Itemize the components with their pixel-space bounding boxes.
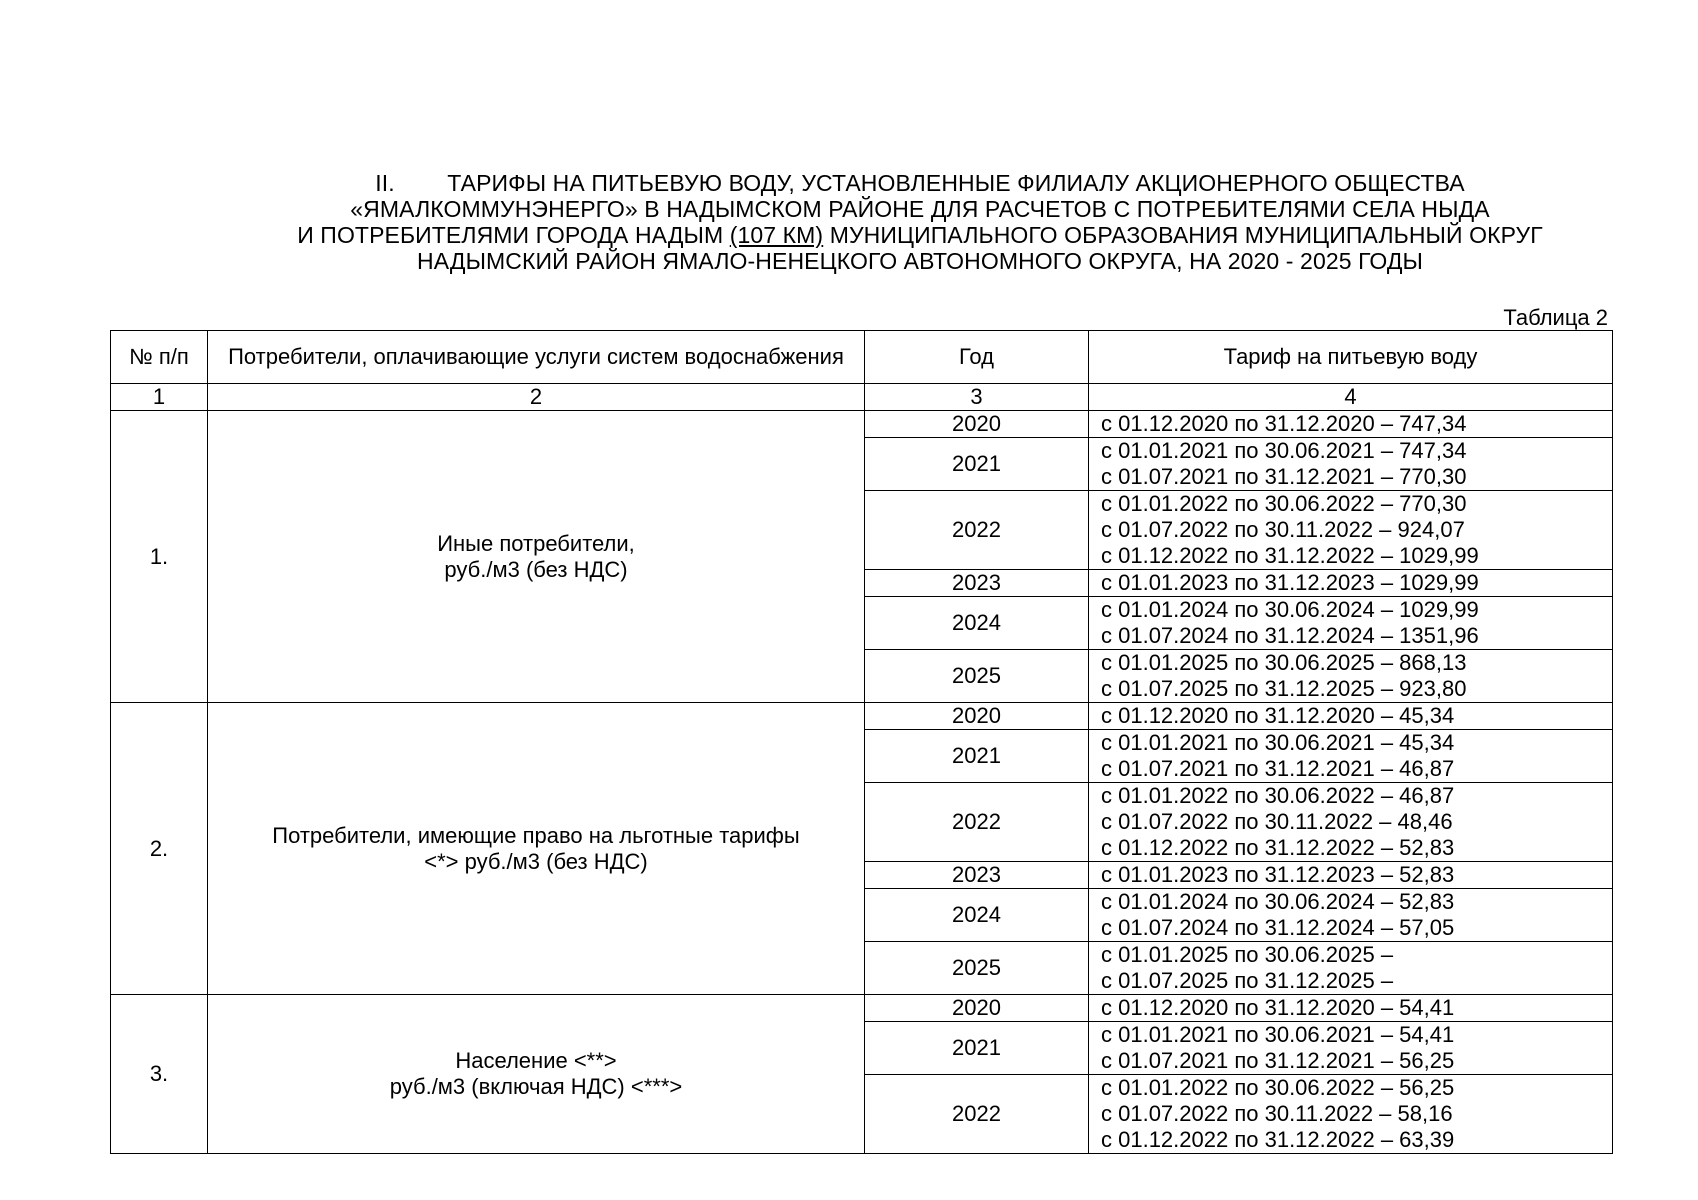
tariff-period: с 01.07.2025 по 31.12.2025 – [1101,968,1394,993]
column-number: 4 [1089,384,1613,411]
table-row [111,995,1613,1022]
tariff-cell [1089,995,1613,1022]
header-number: № п/п [111,331,208,384]
section-number: II. [375,170,395,196]
tariff-cell [1089,730,1613,783]
tariff-period: с 01.01.2022 по 30.06.2022 – 770,30 [1101,491,1467,516]
tariff-period: с 01.01.2021 по 30.06.2021 – 54,41 [1101,1022,1455,1047]
tariff-period: с 01.12.2020 по 31.12.2020 – 747,34 [1101,411,1467,436]
column-number: 1 [111,384,208,411]
header-tariff: Тариф на питьевую воду [1089,331,1613,384]
tariff-cell [1089,650,1613,703]
tariff-cell [1089,438,1613,491]
tariff-period: с 01.01.2023 по 31.12.2023 – 52,83 [1101,862,1455,887]
table-header-row [111,331,1613,384]
document-title [200,170,1640,274]
tariff-period: с 01.01.2024 по 30.06.2024 – 1029,99 [1101,597,1479,622]
tariff-period: с 01.07.2024 по 31.12.2024 – 57,05 [1101,915,1455,940]
tariff-cell [1089,491,1613,570]
year-cell: 2020 [865,995,1089,1022]
tariff-cell [1089,783,1613,862]
tariff-period: с 01.01.2021 по 30.06.2021 – 45,34 [1101,730,1455,755]
column-numbers-row [111,384,1613,411]
table-body [111,411,1613,1154]
title-line-3: И ПОТРЕБИТЕЛЯМИ ГОРОДА НАДЫМ (107 КМ) МУНИЦИПАЛЬНОГО ОБРАЗОВАНИЯ МУНИЦИПАЛЬНЫЙ ОКРУГ [297,222,1543,248]
tariff-period: с 01.01.2025 по 30.06.2025 – [1101,942,1394,967]
title-underlined-fragment: (107 КМ) [729,222,824,248]
consumer-unit: руб./м3 (включая НДС) <***> [389,1074,683,1099]
table-row [111,411,1613,438]
tariff-period: с 01.01.2022 по 30.06.2022 – 56,25 [1101,1075,1455,1100]
tariff-cell [1089,597,1613,650]
column-number: 2 [208,384,865,411]
year-cell: 2020 [865,411,1089,438]
tariff-period: с 01.01.2024 по 30.06.2024 – 52,83 [1101,889,1455,914]
year-cell: 2025 [865,942,1089,995]
year-cell: 2020 [865,703,1089,730]
tariff-period: с 01.12.2020 по 31.12.2020 – 45,34 [1101,703,1455,728]
year-cell: 2022 [865,491,1089,570]
tariff-period: с 01.12.2022 по 31.12.2022 – 63,39 [1101,1127,1455,1152]
tariff-period: с 01.12.2020 по 31.12.2020 – 54,41 [1101,995,1455,1020]
year-cell: 2022 [865,783,1089,862]
year-cell: 2023 [865,862,1089,889]
consumer-unit: <*> руб./м3 (без НДС) [424,848,648,874]
tariff-period: с 01.07.2022 по 30.11.2022 – 58,16 [1101,1101,1453,1126]
row-number: 2. [111,703,208,995]
tariff-period: с 01.07.2024 по 31.12.2024 – 1351,96 [1101,623,1479,648]
tariff-cell [1089,1022,1613,1075]
year-cell: 2021 [865,1022,1089,1075]
year-cell: 2025 [865,650,1089,703]
year-cell: 2024 [865,889,1089,942]
tariff-cell [1089,889,1613,942]
table-caption: Таблица 2 [1503,305,1608,330]
table-row [111,703,1613,730]
year-cell: 2024 [865,597,1089,650]
tariff-cell [1089,942,1613,995]
title-line-4: НАДЫМСКИЙ РАЙОН ЯМАЛО-НЕНЕЦКОГО АВТОНОМНОГО ОКРУГА, НА 2020 - 2025 ГОДЫ [417,248,1423,274]
tariff-period: с 01.07.2021 по 31.12.2021 – 46,87 [1101,756,1455,781]
tariff-period: с 01.01.2022 по 30.06.2022 – 46,87 [1101,783,1455,808]
row-number: 3. [111,995,208,1154]
year-cell: 2022 [865,1075,1089,1154]
tariff-period: с 01.07.2022 по 30.11.2022 – 924,07 [1101,517,1465,542]
tariff-cell [1089,862,1613,889]
consumer-unit: руб./м3 (без НДС) [444,556,628,582]
tariff-period: с 01.07.2025 по 31.12.2025 – 923,80 [1101,676,1467,701]
tariff-period: с 01.07.2022 по 30.11.2022 – 48,46 [1101,809,1453,834]
year-cell: 2023 [865,570,1089,597]
consumer-category [208,703,865,995]
consumer-name: Иные потребители, [437,530,635,556]
header-year: Год [865,331,1089,384]
tariff-period: с 01.12.2022 по 31.12.2022 – 52,83 [1101,835,1455,860]
column-number: 3 [865,384,1089,411]
tariff-period: с 01.01.2025 по 30.06.2025 – 868,13 [1101,650,1467,675]
tariff-period: с 01.01.2021 по 30.06.2021 – 747,34 [1101,438,1467,463]
row-number: 1. [111,411,208,703]
title-line-1: II. ТАРИФЫ НА ПИТЬЕВУЮ ВОДУ, УСТАНОВЛЕННЫЕ ФИЛИАЛУ АКЦИОНЕРНОГО ОБЩЕСТВА [375,170,1465,196]
title-line-2: «ЯМАЛКОММУНЭНЕРГО» В НАДЫМСКОМ РАЙОНЕ ДЛЯ РАСЧЕТОВ С ПОТРЕБИТЕЛЯМИ СЕЛА НЫДА [350,196,1490,222]
tariff-period: с 01.12.2022 по 31.12.2022 – 1029,99 [1101,543,1479,568]
consumer-category [208,411,865,703]
consumer-category [208,995,865,1154]
tariff-period: с 01.07.2021 по 31.12.2021 – 770,30 [1101,464,1467,489]
year-cell: 2021 [865,730,1089,783]
header-consumers: Потребители, оплачивающие услуги систем водоснабжения [208,331,865,384]
tariff-cell [1089,570,1613,597]
consumer-name: Потребители, имеющие право на льготные тарифы [272,822,800,848]
tariff-cell [1089,411,1613,438]
tariff-period: с 01.07.2021 по 31.12.2021 – 56,25 [1101,1048,1455,1073]
consumer-name: Население <**> [455,1048,617,1073]
tariff-cell [1089,703,1613,730]
year-cell: 2021 [865,438,1089,491]
tariff-cell [1089,1075,1613,1154]
tariff-table [110,330,1613,1154]
tariff-period: с 01.01.2023 по 31.12.2023 – 1029,99 [1101,570,1479,595]
